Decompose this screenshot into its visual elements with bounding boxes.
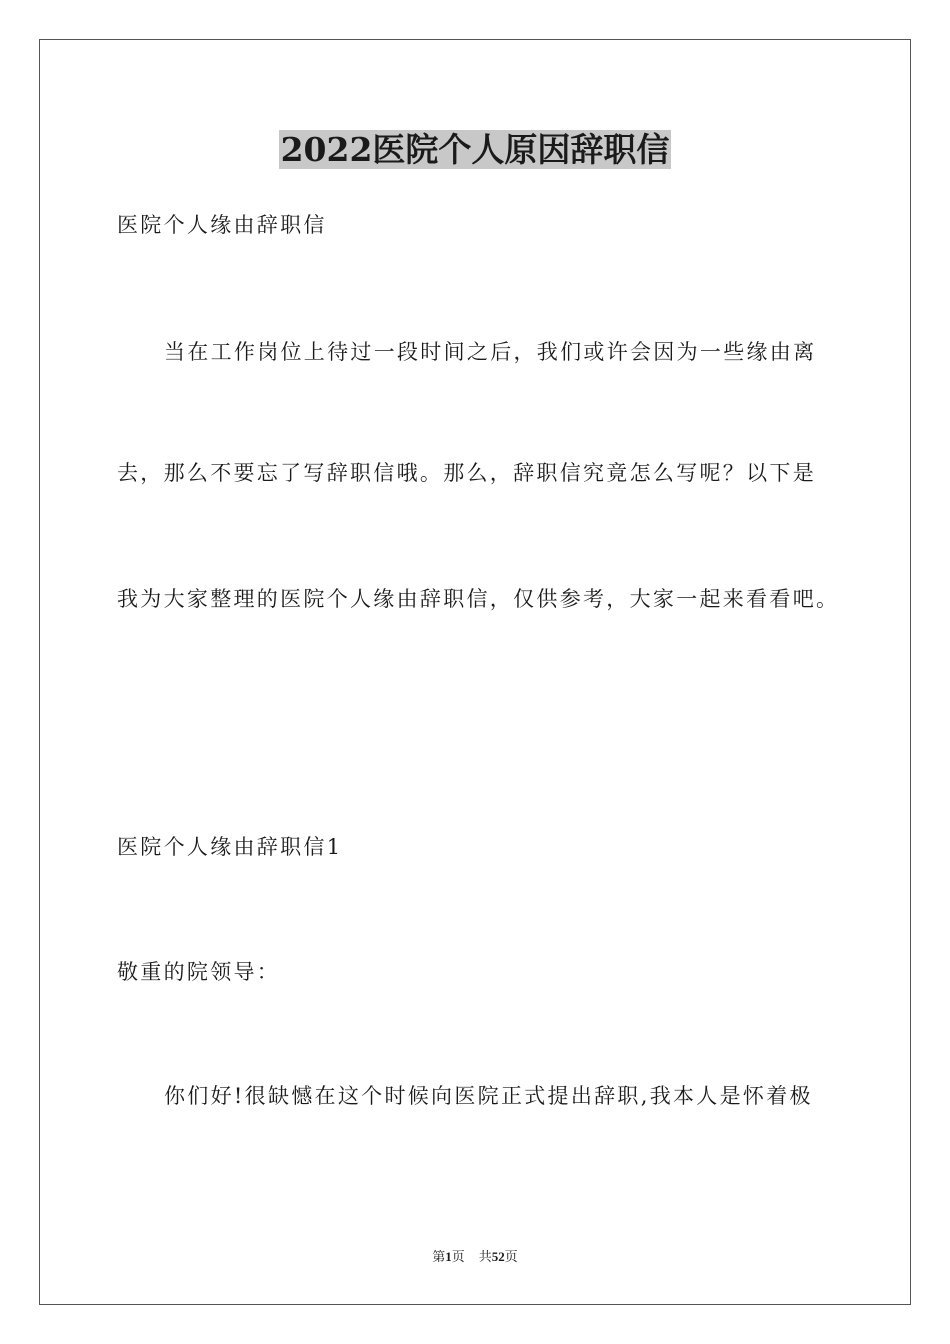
total-suffix: 页 bbox=[504, 1249, 518, 1264]
document-title-text: 2022医院个人原因辞职信 bbox=[280, 130, 670, 169]
document-subtitle: 医院个人缘由辞职信 bbox=[117, 213, 327, 237]
intro-line-2: 去，那么不要忘了写辞职信哦。那么，辞职信究竟怎么写呢？以下是 bbox=[117, 461, 816, 485]
body-paragraph-line: 你们好!很缺憾在这个时候向医院正式提出辞职,我本人是怀着极 bbox=[164, 1084, 813, 1108]
section-heading: 医院个人缘由辞职信1 bbox=[117, 835, 343, 859]
salutation: 敬重的院领导： bbox=[117, 960, 281, 984]
page-suffix: 页 bbox=[451, 1249, 465, 1264]
document-title bbox=[0, 128, 950, 172]
total-pages: 52 bbox=[491, 1249, 505, 1264]
page-footer bbox=[0, 1248, 950, 1266]
intro-line-3: 我为大家整理的医院个人缘由辞职信，仅供参考，大家一起来看看吧。 bbox=[117, 587, 840, 611]
intro-line-1: 当在工作岗位上待过一段时间之后，我们或许会因为一些缘由离 bbox=[164, 340, 817, 364]
total-prefix: 共 bbox=[478, 1249, 492, 1264]
page-prefix: 第 bbox=[432, 1249, 446, 1264]
page-number: 1 bbox=[445, 1249, 452, 1264]
